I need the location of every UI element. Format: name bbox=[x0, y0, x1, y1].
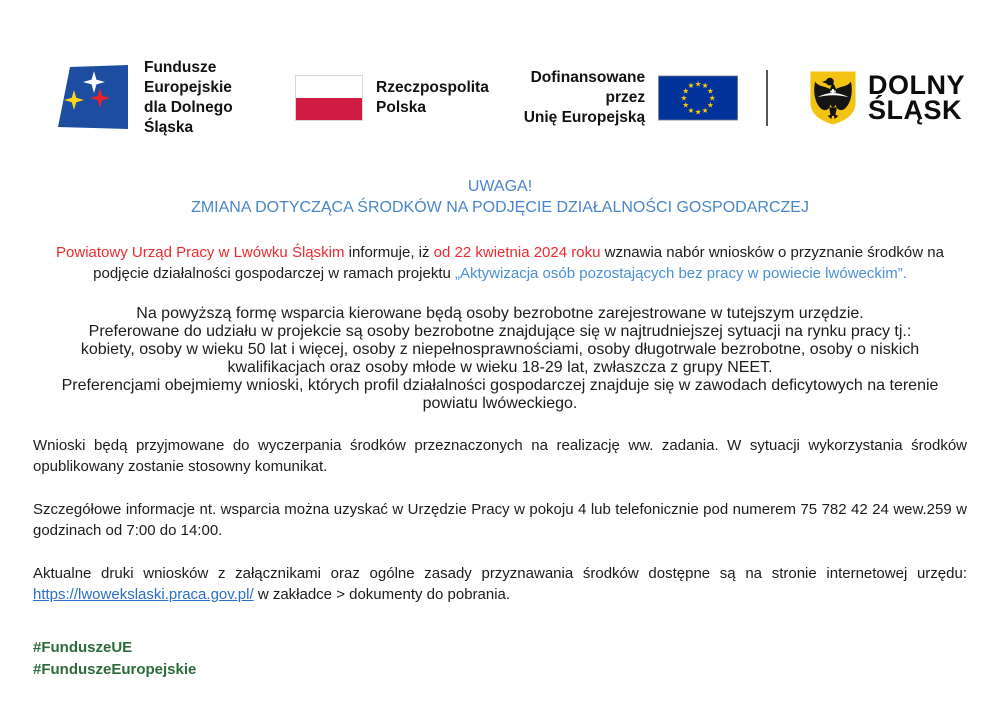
page-title-line2: ZMIANA DOTYCZĄCA ŚRODKÓW NA PODJĘCIE DZIAŁALNOŚCI GOSPODARCZEJ bbox=[191, 199, 809, 216]
office-website-link[interactable]: https://lwowekslaski.praca.gov.pl/ bbox=[33, 586, 254, 603]
page-title bbox=[33, 176, 967, 218]
poland-logo bbox=[295, 75, 489, 121]
svg-text:★: ★ bbox=[701, 81, 709, 91]
eligibility-line-3: kobiety, osoby w wieku 50 lat i więcej, osoby z niepełnosprawnościami, osoby długotrwale bezrobotne, osoby o niskich kwalifikacjach oraz osoby młode w wieku 18-29 lat, zwłaszcza z grupy NEET. bbox=[80, 341, 920, 376]
svg-text:★: ★ bbox=[694, 79, 702, 89]
svg-text:★: ★ bbox=[707, 100, 714, 110]
office-name-text: Powiatowy Urząd Pracy w Lwówku Śląskim bbox=[56, 244, 345, 261]
paragraph-deadline: Wnioski będą przyjmowane do wyczerpania środków przeznaczonych na realizację ww. zadania. W sytuacji wykorzystania środków opublikowany zostanie stosowny komunikat. bbox=[33, 437, 967, 475]
eligibility-line-4: Preferencjami obejmiemy wnioski, których profil działalności gospodarczej znajduje się w zawodach deficytowych na terenie powiatu lwóweckiego. bbox=[61, 377, 939, 412]
eu-flag-icon bbox=[658, 71, 738, 125]
poland-logo-line2: Polska bbox=[376, 99, 426, 116]
downloads-text-after: w zakładce > dokumenty do pobrania. bbox=[253, 586, 511, 603]
poland-logo-line1: Rzeczpospolita bbox=[376, 79, 489, 96]
eu-funds-logo-line1: Fundusze Europejskie bbox=[144, 59, 232, 96]
paragraph-intro bbox=[33, 242, 967, 284]
eligibility-line-1: Na powyższą formę wsparcia kierowane będą osoby bezrobotne zarejestrowane w tutejszym urzędzie. bbox=[136, 305, 864, 322]
svg-text:★: ★ bbox=[694, 107, 702, 117]
header-divider bbox=[766, 70, 768, 126]
page-title-line1: UWAGA! bbox=[467, 178, 533, 195]
dolny-slask-text bbox=[868, 70, 965, 125]
dolny-slask-logo bbox=[808, 70, 965, 126]
eu-cofunded-line1: Dofinansowane przez bbox=[530, 69, 646, 106]
eligibility-line-2: Preferowane do udziału w projekcie są osoby bezrobotne znajdujące się w najtrudniejszej sytuacji na rynku pracy tj.: bbox=[88, 323, 912, 340]
hashtag-fundusze-europejskie: #FunduszeEuropejskie bbox=[33, 661, 197, 678]
intro-text-2: wznawia nabór wniosków o przyznanie środków na podjęcie działalności gospodarczej w ramach projektu bbox=[93, 244, 944, 282]
hashtag-fundusze-ue: #FunduszeUE bbox=[33, 639, 133, 656]
eu-funds-logo-text bbox=[144, 58, 269, 138]
hashtags-block bbox=[33, 637, 967, 681]
svg-text:★: ★ bbox=[682, 86, 690, 96]
downloads-text-before: Aktualne druki wniosków z załącznikami oraz ogólne zasady przyznawania środków dostępne są na stronie internetowej urzędu: bbox=[33, 565, 967, 582]
project-name-text: „Aktywizacja osób pozostających bez pracy w powiecie lwóweckim”. bbox=[455, 265, 907, 282]
poland-flag-icon bbox=[295, 75, 363, 121]
eu-funds-logo-line2: dla Dolnego Śląska bbox=[144, 99, 233, 136]
paragraph-eligibility bbox=[33, 305, 967, 413]
paragraph-contact: Szczegółowe informacje nt. wsparcia można uzyskać w Urzędzie Pracy w pokoju 4 lub telefonicznie pod numerem 75 782 42 24 wew.259 w godzinach od 7:00 do 14:00. bbox=[33, 501, 967, 539]
svg-text:★: ★ bbox=[682, 100, 690, 110]
logo-header bbox=[0, 0, 1000, 138]
svg-text:★: ★ bbox=[687, 105, 695, 115]
svg-text:★: ★ bbox=[680, 93, 688, 103]
svg-text:★: ★ bbox=[687, 81, 695, 91]
poland-logo-text bbox=[376, 78, 489, 118]
document-body bbox=[0, 176, 1000, 681]
eu-funds-flag-icon bbox=[57, 64, 131, 132]
paragraph-downloads bbox=[33, 563, 967, 605]
dolny-slask-line2: ŚLĄSK bbox=[868, 95, 963, 125]
eu-cofunded-text bbox=[513, 68, 645, 128]
svg-text:★: ★ bbox=[707, 86, 714, 96]
dolny-slask-line1: DOLNY bbox=[868, 70, 965, 100]
intro-text-1: informuje, iż bbox=[344, 244, 434, 261]
dolny-slask-crest-icon bbox=[808, 70, 858, 126]
svg-text:★: ★ bbox=[701, 105, 709, 115]
date-text: od 22 kwietnia 2024 roku bbox=[433, 244, 601, 261]
svg-text:★: ★ bbox=[709, 93, 716, 103]
eu-cofunded-line2: Unię Europejską bbox=[523, 109, 646, 126]
eu-funds-logo bbox=[57, 58, 269, 138]
eu-cofunded-logo bbox=[513, 68, 738, 128]
